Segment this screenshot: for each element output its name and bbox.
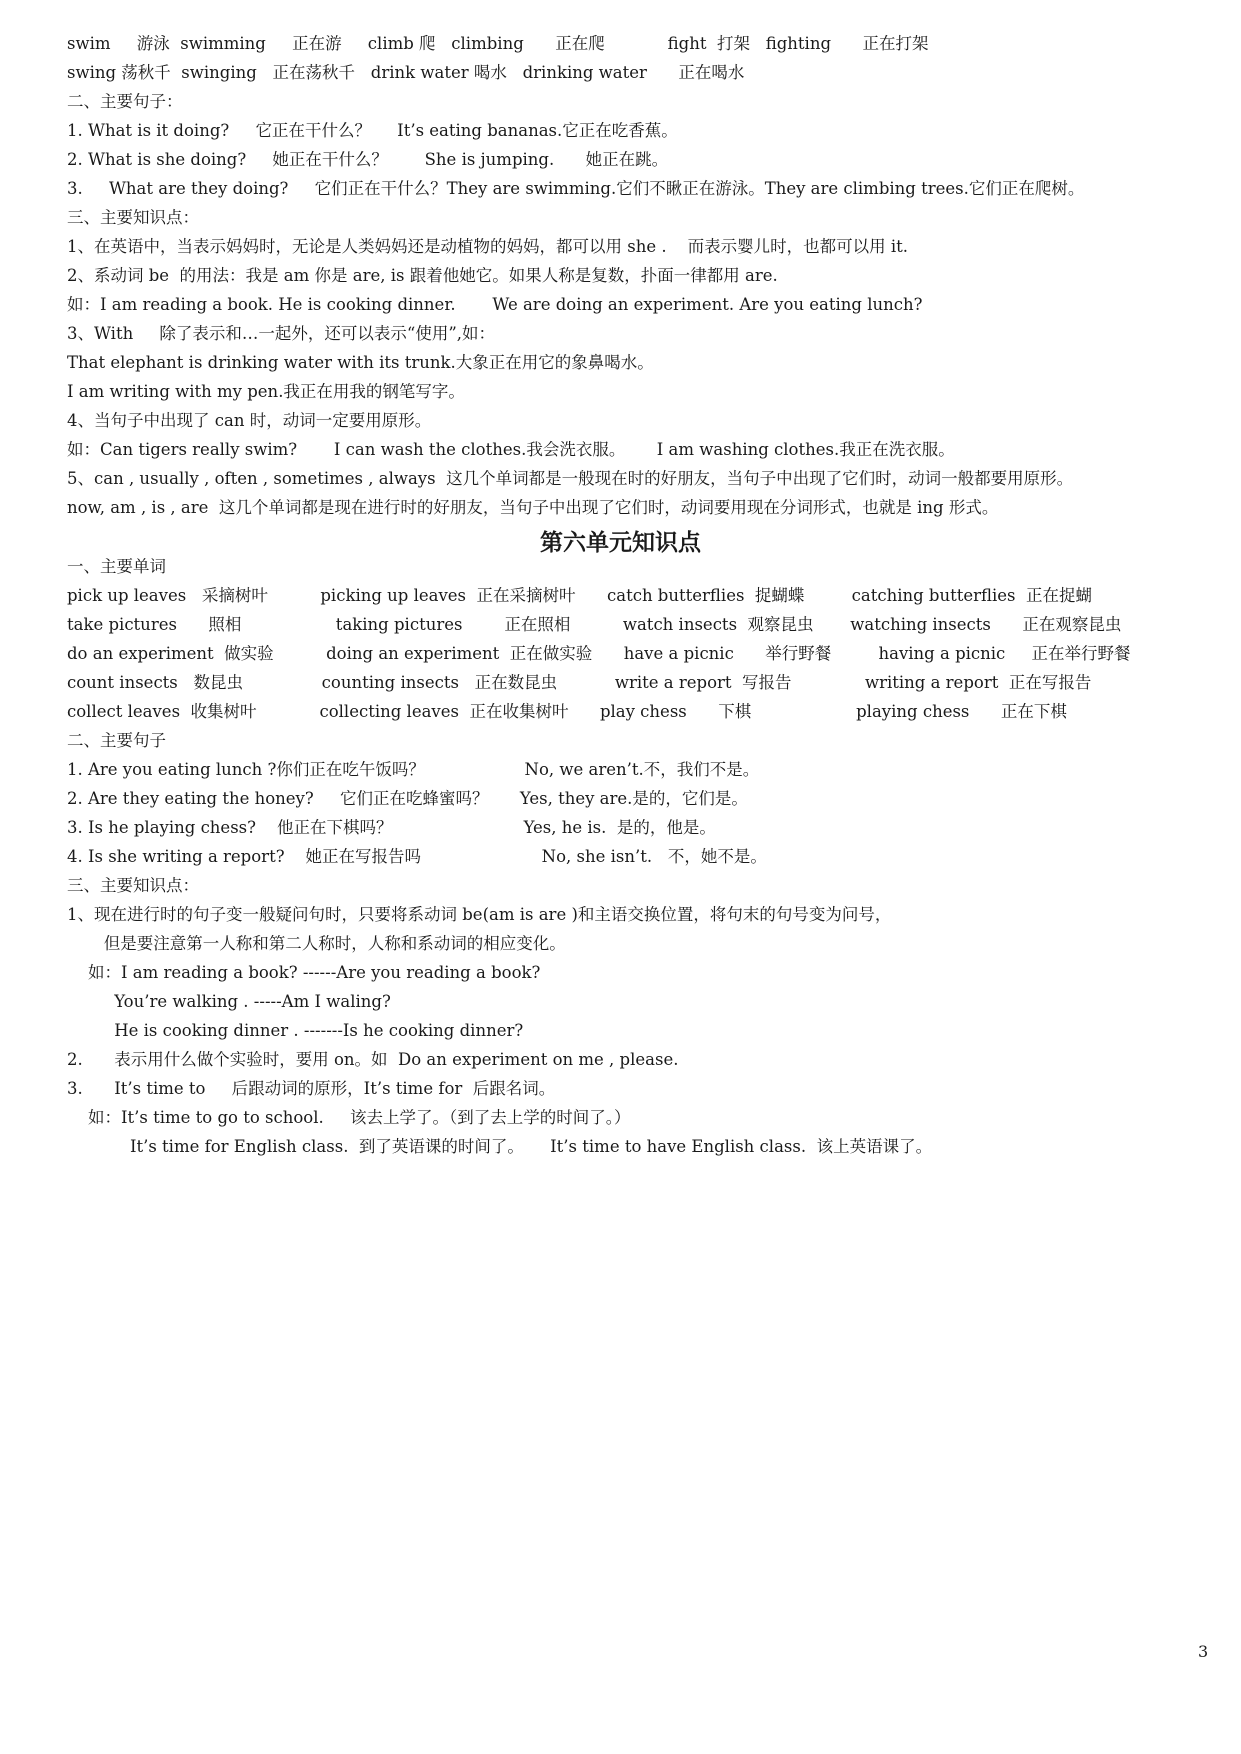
word-line: collect leaves 收集树叶 collecting leaves 正在收集树叶 play chess 下棋 playing chess 正在下棋 [67,702,1067,721]
point-line: now, am , is , are 这几个单词都是现在进行时的好朋友，当句子中出现了它们时，动词要用现在分词形式，也就是 ing 形式。 [67,498,999,517]
section-heading: 三、主要知识点： [67,876,199,895]
point-line: 3. It’s time to 后跟动词的原形，It’s time for 后跟名词。 [67,1079,556,1098]
word-line: take pictures 照相 taking pictures 正在照相 watch insects 观察昆虫 watching insects 正在观察昆虫 [67,615,1122,634]
section-heading: 一、主要单词 [67,557,166,576]
point-line: 1、现在进行时的句子变一般疑问句时，只要将系动词 be(am is are )和主语交换位置，将句末的句号变为问号， [67,905,892,924]
sentence-line: 2. Are they eating the honey? 它们正在吃蜂蜜吗？ Yes, they are.是的，它们是。 [67,789,748,808]
vocab-line: swing 荡秋千 swinging 正在荡秋千 drink water 喝水 drinking water 正在喝水 [67,63,745,82]
point-line: 如：I am reading a book. He is cooking dinner. We are doing an experiment. Are you eating lunch? [67,295,923,314]
sentence-line: 1. What is it doing? 它正在干什么？ It’s eating bananas.它正在吃香蕉。 [67,121,678,140]
point-line: 2. 表示用什么做个实验时，要用 on。如 Do an experiment on me , please. [67,1050,679,1069]
sentence-line: 2. What is she doing? 她正在干什么？ She is jumping. 她正在跳。 [67,150,669,169]
point-line: 4、当句子中出现了 can 时，动词一定要用原形。 [67,411,432,430]
point-line: It’s time for English class. 到了英语课的时间了。 It’s time to have English class. 该上英语课了。 [67,1137,933,1156]
page-number: 3 [1198,1642,1209,1661]
point-line: 但是要注意第一人称和第二人称时，人称和系动词的相应变化。 [67,934,566,953]
word-line: do an experiment 做实验 doing an experiment 正在做实验 have a picnic 举行野餐 having a picnic 正在举行野餐 [67,644,1131,663]
point-line: 如：Can tigers really swim? I can wash the clothes.我会洗衣服。 I am washing clothes.我正在洗衣服。 [67,440,955,459]
point-line: 2、系动词 be 的用法：我是 am 你是 are, is 跟着他她它。如果人称是复数，扑面一律都用 are. [67,266,778,285]
point-line: I am writing with my pen.我正在用我的钢笔写字。 [67,382,465,401]
point-line: 3、With 除了表示和…一起外，还可以表示“使用”,如： [67,324,496,343]
point-line: He is cooking dinner . -------Is he cooking dinner? [67,1021,524,1040]
sentence-line: 1. Are you eating lunch ?你们正在吃午饭吗？ No, we aren’t.不，我们不是。 [67,760,760,779]
section-heading: 二、主要句子 [67,731,166,750]
point-line: That elephant is drinking water with its trunk.大象正在用它的象鼻喝水。 [67,353,654,372]
point-line: 5、can , usually , often , sometimes , always 这几个单词都是一般现在时的好朋友，当句子中出现了它们时，动词一般都要用原形。 [67,469,1074,488]
vocab-line: swim 游泳 swimming 正在游 climb 爬 climbing 正在爬 fight 打架 fighting 正在打架 [67,34,929,53]
sentence-line: 3. Is he playing chess? 他正在下棋吗？ Yes, he is. 是的，他是。 [67,818,716,837]
sentence-line: 4. Is she writing a report? 她正在写报告吗 No, she isn’t. 不，她不是。 [67,847,767,866]
section-heading: 三、主要知识点： [67,208,199,227]
point-line: You’re walking . -----Am I waling? [67,992,391,1011]
word-line: count insects 数昆虫 counting insects 正在数昆虫 write a report 写报告 writing a report 正在写报告 [67,673,1092,692]
sentence-line: 3. What are they doing? 它们正在干什么？They are swimming.它们不瞅正在游泳。They are climbing trees.它们正在爬树。 [67,179,1085,198]
point-line: 如：It’s time to go to school. 该去上学了。（到了去上学的时间了。） [67,1108,631,1127]
section-heading: 二、主要句子： [67,92,183,111]
unit-title: 第六单元知识点 [540,529,701,556]
point-line: 如：I am reading a book? ------Are you reading a book? [67,963,541,982]
point-line: 1、在英语中，当表示妈妈时，无论是人类妈妈还是动植物的妈妈，都可以用 she . 而表示婴儿时，也都可以用 it. [67,237,908,256]
word-line: pick up leaves 采摘树叶 picking up leaves 正在采摘树叶 catch butterflies 捉蝴蝶 catching butterflies 正在捉蝴 [67,586,1093,605]
